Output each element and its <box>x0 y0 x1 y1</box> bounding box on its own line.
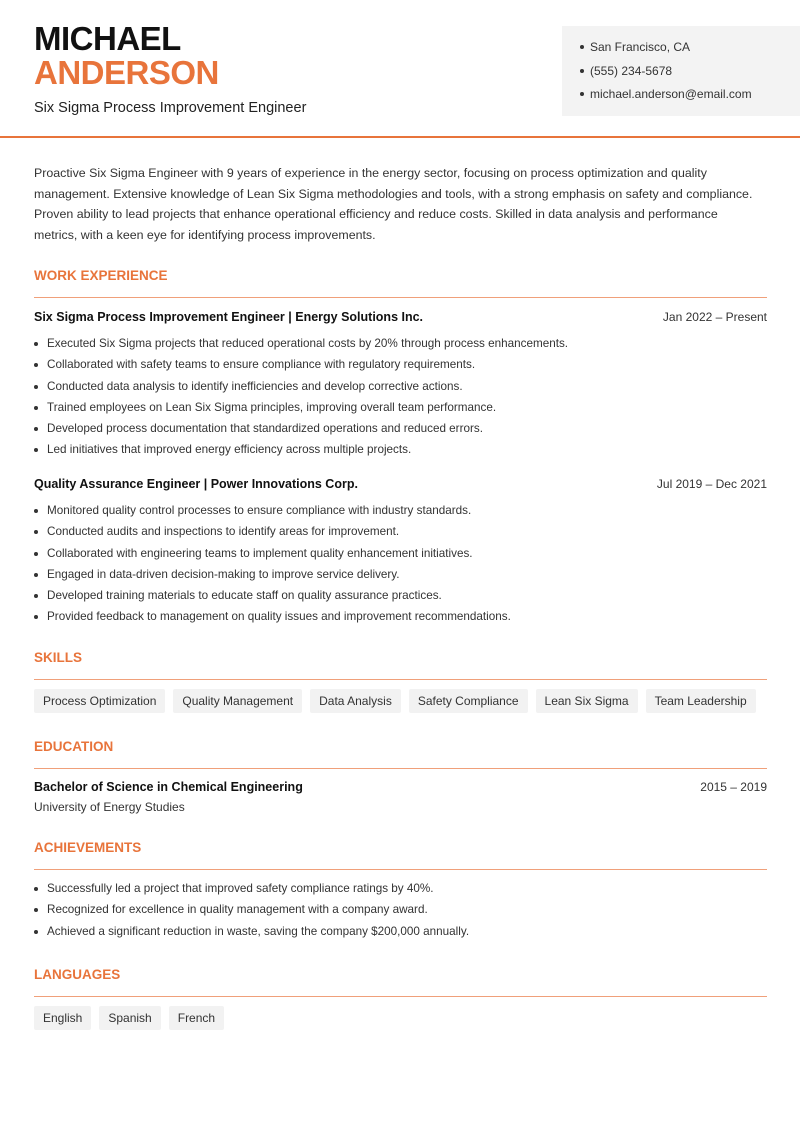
skill-tag: Team Leadership <box>646 689 756 713</box>
languages-heading: LANGUAGES <box>34 967 767 997</box>
job-title-headline: Six Sigma Process Improvement Engineer <box>34 100 307 116</box>
skills-heading: SKILLS <box>34 650 767 680</box>
contact-email[interactable]: michael.anderson@email.com <box>580 85 800 109</box>
degree-title: Bachelor of Science in Chemical Engineering <box>34 780 303 794</box>
list-item: Successfully led a project that improved safety compliance ratings by 40%. <box>34 881 774 902</box>
skill-tag: Safety Compliance <box>409 689 528 713</box>
job-2-date: Jul 2019 – Dec 2021 <box>656 477 767 491</box>
list-item: Engaged in data-driven decision-making to improve service delivery. <box>34 567 774 588</box>
contact-phone: (555) 234-5678 <box>580 62 800 86</box>
list-item: Conducted data analysis to identify inefficiencies and develop corrective actions. <box>34 379 774 400</box>
language-tags <box>34 1006 224 1030</box>
first-name: MICHAEL <box>34 20 181 57</box>
skill-tag: Quality Management <box>173 689 302 713</box>
language-tag: Spanish <box>99 1006 160 1030</box>
summary-paragraph: Proactive Six Sigma Engineer with 9 years of experience in the energy sector, focusing on process optimization and quality management. Extensive knowledge of Lean Six Sigma methodologies and tools, with a strong emphasis on safety and compliance. Proven ability to lead projects that enhance operational efficiency and reduce costs. Skilled in data analysis and performance metrics, with a keen eye for identifying process improvements. <box>34 166 753 242</box>
school-name: University of Energy Studies <box>34 800 185 814</box>
job-1-bullets <box>34 336 774 464</box>
list-item: Led initiatives that improved energy efficiency across multiple projects. <box>34 442 774 463</box>
job-2-title: Quality Assurance Engineer | Power Innovations Corp. <box>34 477 358 491</box>
last-name: ANDERSON <box>34 54 219 91</box>
contact-location: San Francisco, CA <box>580 38 800 62</box>
skills-tags <box>34 689 756 713</box>
list-item: Collaborated with engineering teams to implement quality enhancement initiatives. <box>34 546 774 567</box>
education-date: 2015 – 2019 <box>700 780 767 794</box>
list-item: Conducted audits and inspections to identify areas for improvement. <box>34 524 774 545</box>
list-item: Developed process documentation that standardized operations and reduced errors. <box>34 421 774 442</box>
achievements-heading: ACHIEVEMENTS <box>34 840 767 870</box>
language-tag: English <box>34 1006 91 1030</box>
contact-box <box>562 26 800 116</box>
list-item: Trained employees on Lean Six Sigma principles, improving overall team performance. <box>34 400 774 421</box>
job-1-title: Six Sigma Process Improvement Engineer | Energy Solutions Inc. <box>34 310 424 324</box>
resume-header <box>0 0 800 138</box>
skill-tag: Process Optimization <box>34 689 165 713</box>
achievements-bullets <box>34 881 774 945</box>
list-item: Monitored quality control processes to ensure compliance with industry standards. <box>34 503 774 524</box>
job-2-bullets <box>34 503 774 631</box>
list-item: Executed Six Sigma projects that reduced operational costs by 20% through process enhancements. <box>34 336 774 357</box>
list-item: Collaborated with safety teams to ensure compliance with regulatory requirements. <box>34 357 774 378</box>
skill-tag: Data Analysis <box>310 689 401 713</box>
language-tag: French <box>169 1006 224 1030</box>
list-item: Provided feedback to management on quality issues and improvement recommendations. <box>34 609 774 630</box>
education-heading: EDUCATION <box>34 739 767 769</box>
list-item: Achieved a significant reduction in waste, saving the company $200,000 annually. <box>34 924 774 945</box>
work-experience-heading: WORK EXPERIENCE <box>34 268 767 298</box>
candidate-name <box>34 22 219 90</box>
list-item: Developed training materials to educate staff on quality assurance practices. <box>34 588 774 609</box>
list-item: Recognized for excellence in quality management with a company award. <box>34 902 774 923</box>
skill-tag: Lean Six Sigma <box>536 689 638 713</box>
job-1-date: Jan 2022 – Present <box>662 310 767 324</box>
